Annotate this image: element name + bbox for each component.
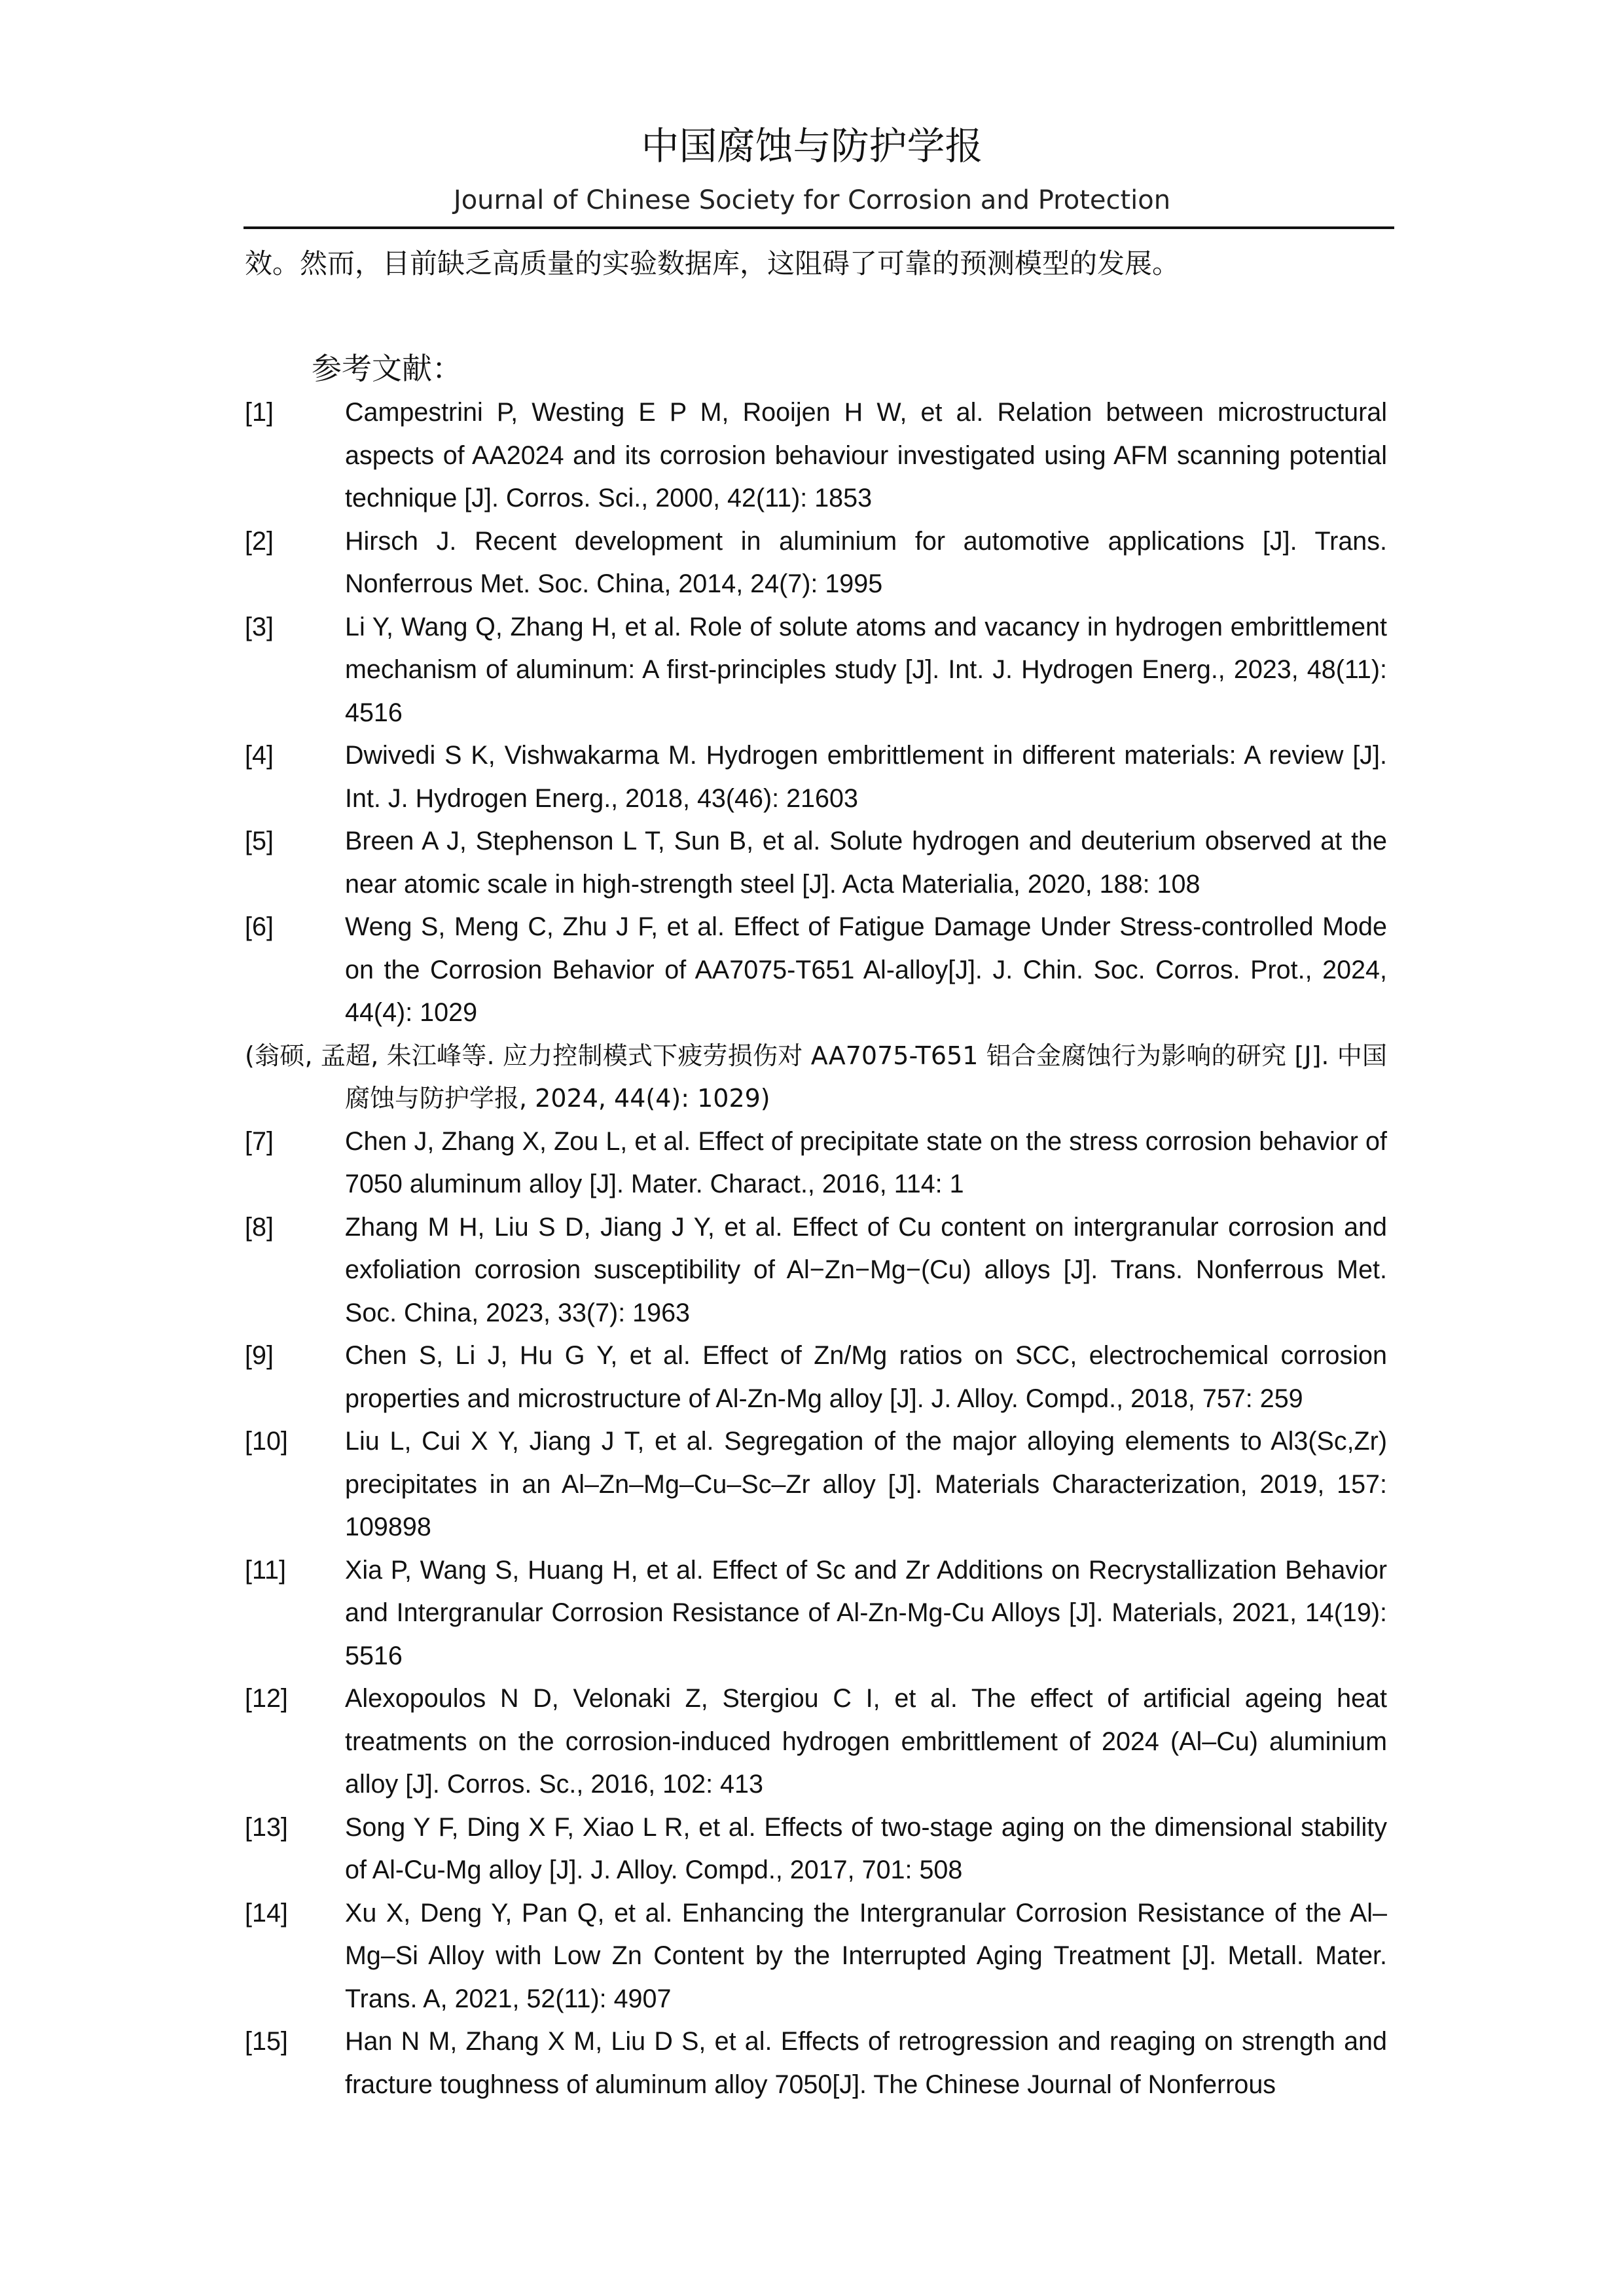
reference-text: Liu L, Cui X Y, Jiang J T, et al. Segregation of the major alloying elements to Al3(Sc,Zr) precipitates in an Al–Zn–Mg–Cu–Sc–Zr alloy [J]. Materials Characterization, 2019, 157: 109898 bbox=[345, 1427, 1387, 1541]
reference-text: Zhang M H, Liu S D, Jiang J Y, et al. Effect of Cu content on intergranular corrosion and exfoliation corrosion susceptibility of Al−Zn−Mg−(Cu) alloys [J]. Trans. Nonferrous Met. Soc. China, 2023, 33(7): 1963 bbox=[345, 1212, 1387, 1327]
reference-text: Hirsch J. Recent development in aluminium for automotive applications [J]. Trans. Nonferrous Met. Soc. China, 2014, 24(7): 1995 bbox=[345, 526, 1387, 598]
reference-number: [4] bbox=[245, 741, 274, 770]
journal-subtitle: Journal of Chinese Society for Corrosion and Protection bbox=[453, 185, 1171, 215]
reference-number: [8] bbox=[245, 1212, 274, 1242]
reference-number: [3] bbox=[245, 612, 274, 641]
reference-item bbox=[245, 1420, 1387, 1549]
reference-text: Xu X, Deng Y, Pan Q, et al. Enhancing the Intergranular Corrosion Resistance of the Al–Mg–Si Alloy with Low Zn Content by the Interrupted Aging Treatment [J]. Metall. Mater. Trans. A, 2021, 52(11): 4907 bbox=[345, 1898, 1387, 2013]
reference-chinese-translation: (翁硕, 孟超, 朱江峰等. 应力控制模式下疲劳损伤对 AA7075-T651 铝合金腐蚀行为影响的研究 [J]. 中国腐蚀与防护学报, 2024, 44(4): 1029) bbox=[245, 1041, 1387, 1113]
reference-text: Chen S, Li J, Hu G Y, et al. Effect of Zn/Mg ratios on SCC, electrochemical corrosion properties and microstructure of Al-Zn-Mg alloy [J]. J. Alloy. Compd., 2018, 757: 259 bbox=[345, 1341, 1387, 1413]
reference-item bbox=[245, 734, 1387, 820]
body-paragraph: 效。然而，目前缺乏高质量的实验数据库，这阻碍了可靠的预测模型的发展。 bbox=[245, 247, 1180, 279]
reference-number: [6] bbox=[245, 912, 274, 941]
reference-item bbox=[245, 906, 1387, 1035]
reference-item bbox=[245, 2020, 1387, 2106]
reference-text: Han N M, Zhang X M, Liu D S, et al. Effects of retrogression and reaging on strength and fracture toughness of aluminum alloy 7050[J]. The Chinese Journal of Nonferrous bbox=[345, 2027, 1387, 2099]
reference-number: [7] bbox=[245, 1126, 274, 1156]
reference-number: [9] bbox=[245, 1341, 274, 1370]
reference-number: [12] bbox=[245, 1684, 288, 1713]
reference-text: Breen A J, Stephenson L T, Sun B, et al. Solute hydrogen and deuterium observed at the near atomic scale in high-strength steel [J]. Acta Materialia, 2020, 188: 108 bbox=[345, 827, 1387, 899]
references-heading: 参考文献： bbox=[312, 351, 462, 386]
reference-text: Alexopoulos N D, Velonaki Z, Stergiou C I, et al. The effect of artificial ageing heat treatments on the corrosion-induced hydrogen embrittlement of 2024 (Al–Cu) aluminium alloy [J]. Corros. Sc., 2016, 102: 413 bbox=[345, 1684, 1387, 1799]
reference-item bbox=[245, 520, 1387, 606]
journal-title: 中国腐蚀与防护学报 bbox=[641, 124, 983, 168]
reference-number: [10] bbox=[245, 1427, 288, 1456]
reference-item bbox=[245, 1677, 1387, 1806]
reference-number: [14] bbox=[245, 1898, 288, 1928]
reference-number: [13] bbox=[245, 1812, 288, 1842]
reference-text: Weng S, Meng C, Zhu J F, et al. Effect of Fatigue Damage Under Stress-controlled Mode on the Corrosion Behavior of AA7075-T651 Al-alloy[J]. J. Chin. Soc. Corros. Prot., 2024, 44(4): 1029 bbox=[345, 912, 1387, 1027]
reference-text: Chen J, Zhang X, Zou L, et al. Effect of precipitate state on the stress corrosion behavior of 7050 aluminum alloy [J]. Mater. Charact., 2016, 114: 1 bbox=[345, 1126, 1387, 1198]
reference-item bbox=[245, 1892, 1387, 2021]
reference-number: [11] bbox=[245, 1555, 286, 1585]
reference-item bbox=[245, 1206, 1387, 1335]
reference-item bbox=[245, 1806, 1387, 1892]
reference-list bbox=[245, 391, 1387, 2106]
header-divider bbox=[244, 226, 1394, 229]
reference-number: [5] bbox=[245, 827, 274, 855]
reference-item bbox=[245, 1121, 1387, 1206]
reference-item bbox=[245, 606, 1387, 735]
reference-item bbox=[245, 1335, 1387, 1420]
reference-text: Campestrini P, Westing E P M, Rooijen H W, et al. Relation between microstructural aspects of AA2024 and its corrosion behaviour investigated using AFM scanning potential technique [J]. Corros. Sci., 2000, 42(11): 1853 bbox=[345, 398, 1387, 512]
reference-item bbox=[245, 820, 1387, 906]
reference-number: [1] bbox=[245, 398, 274, 427]
reference-item bbox=[245, 1549, 1387, 1678]
reference-text: Li Y, Wang Q, Zhang H, et al. Role of solute atoms and vacancy in hydrogen embrittlement mechanism of aluminum: A first-principles study [J]. Int. J. Hydrogen Energ., 2023, 48(11): 4516 bbox=[345, 612, 1387, 727]
reference-item bbox=[245, 391, 1387, 520]
reference-text: Song Y F, Ding X F, Xiao L R, et al. Effects of two-stage aging on the dimensional stability of Al-Cu-Mg alloy [J]. J. Alloy. Compd., 2017, 701: 508 bbox=[345, 1812, 1387, 1884]
reference-number: [2] bbox=[245, 526, 274, 556]
reference-text: Xia P, Wang S, Huang H, et al. Effect of Sc and Zr Additions on Recrystallization Behavior and Intergranular Corrosion Resistance of Al-Zn-Mg-Cu Alloys [J]. Materials, 2021, 14(19): 5516 bbox=[345, 1555, 1387, 1670]
reference-number: [15] bbox=[245, 2027, 288, 2056]
reference-text: Dwivedi S K, Vishwakarma M. Hydrogen embrittlement in different materials: A review [J]. Int. J. Hydrogen Energ., 2018, 43(46): 21603 bbox=[345, 741, 1387, 813]
